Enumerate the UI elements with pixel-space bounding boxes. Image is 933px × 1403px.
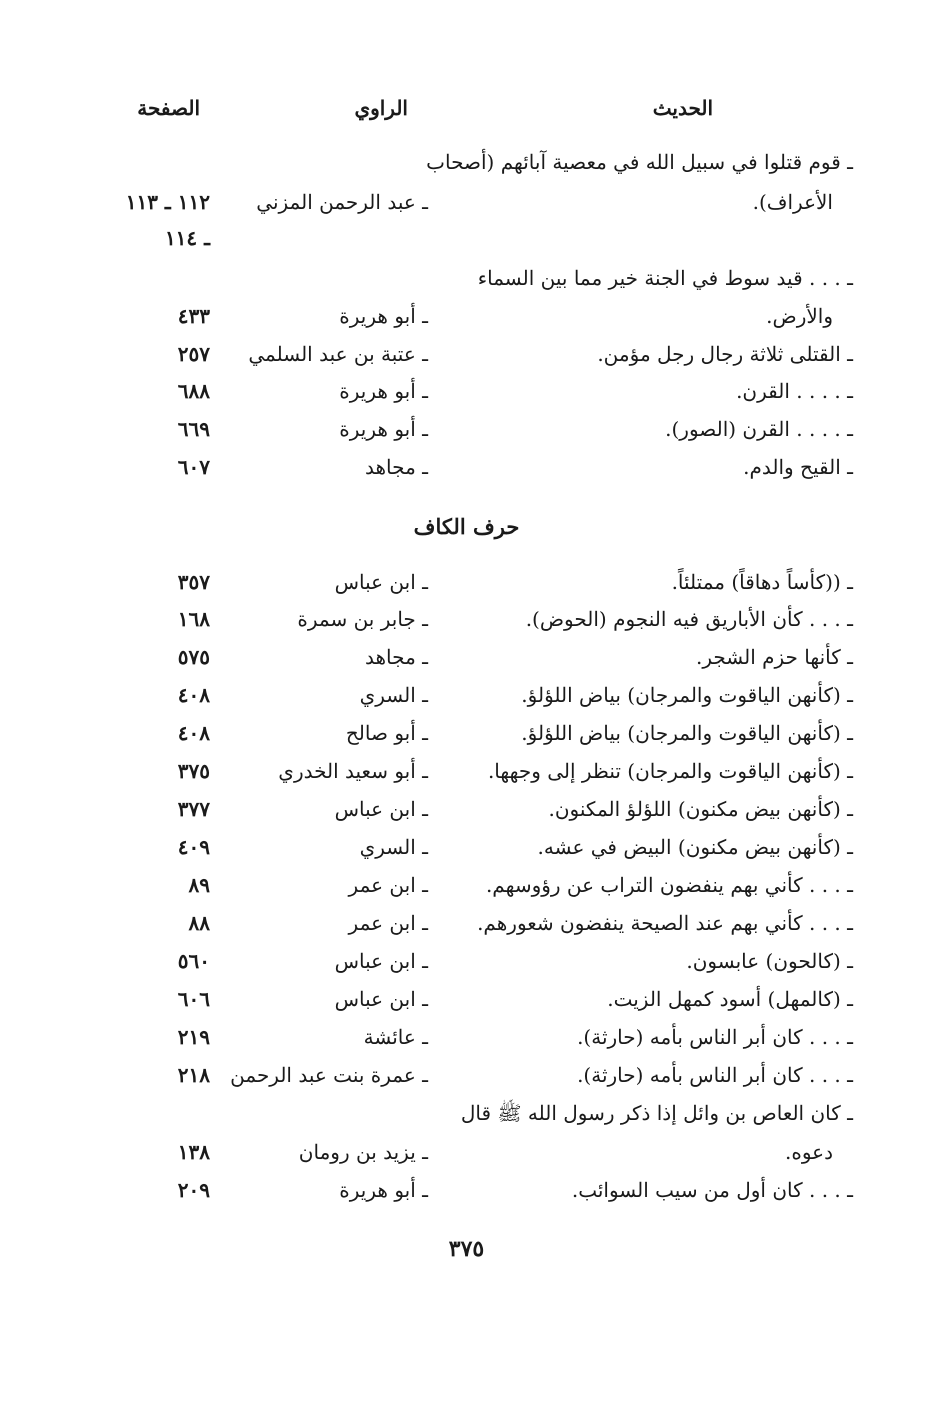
table-row <box>0 266 933 302</box>
rawi-name: ـ ابن عمر <box>348 911 428 935</box>
hadith-text: ـ . . . كان أبر الناس بأمه (حارثة). <box>577 1063 853 1087</box>
page-ref: ـ ١١٤ <box>164 226 210 250</box>
table-row <box>0 1025 933 1061</box>
hadith-text: ـ . . . كأني بهم ينفضون التراب عن رؤوسهم. <box>485 873 853 897</box>
hadith-text: ـ (كأنهن بيض مكنون) اللؤلؤ المكنون. <box>548 797 853 821</box>
column-header-rawi: الراوي <box>354 96 408 120</box>
page-ref: ١٣٨ <box>177 1140 210 1164</box>
hadith-text: ـ (كأنهن الياقوت والمرجان) تنظر إلى وجهها. <box>487 759 853 783</box>
rawi-name: ـ عائشة <box>363 1025 428 1049</box>
rawi-name: ـ مجاهد <box>365 645 428 669</box>
rawi-name: ـ أبو هريرة <box>339 1178 428 1202</box>
table-row <box>0 873 933 909</box>
hadith-text: ـ . . . قيد سوط في الجنة خير مما بين السماء <box>477 266 853 290</box>
table-row <box>0 190 933 226</box>
page-ref: ١٦٨ <box>177 607 210 631</box>
page-ref: ٦٦٩ <box>177 417 210 441</box>
table-row <box>0 721 933 757</box>
rawi-name: ـ السري <box>359 683 428 707</box>
table-row <box>0 417 933 453</box>
table-row <box>0 570 933 606</box>
rawi-name: ـ ابن عباس <box>334 797 428 821</box>
table-row <box>0 1063 933 1099</box>
page-ref: ٢٥٧ <box>177 342 210 366</box>
page-ref: ٤٣٣ <box>177 304 210 328</box>
table-row <box>0 949 933 985</box>
table-row <box>0 645 933 681</box>
page-ref: ٨٨ <box>188 911 210 935</box>
hadith-text: ـ كان العاص بن وائل إذا ذكر رسول الله ﷺ قال <box>460 1101 853 1125</box>
hadith-text: ـ القيح والدم. <box>743 455 853 479</box>
table-row <box>0 911 933 947</box>
hadith-text: ـ . . . . القرن (الصور). <box>665 417 853 441</box>
rawi-name: ـ أبو هريرة <box>339 417 428 441</box>
page-ref: ٢٠٩ <box>177 1178 210 1202</box>
table-row <box>0 1140 933 1176</box>
page-ref: ٤٠٩ <box>177 835 210 859</box>
hadith-text: والأرض. <box>766 304 833 328</box>
table-row <box>0 797 933 833</box>
hadith-text: ـ . . . كأني بهم عند الصيحة ينفضون شعورهم. <box>477 911 853 935</box>
hadith-text: ـ (كالمهل) أسود كمهل الزيت. <box>607 987 853 1011</box>
hadith-text: ـ كأنها حزم الشجر. <box>695 645 853 669</box>
table-row <box>0 1101 933 1137</box>
table-header <box>0 96 933 128</box>
table-row <box>0 226 933 262</box>
page-ref: ٦٨٨ <box>177 379 210 403</box>
column-header-page: الصفحة <box>137 96 200 120</box>
rawi-name: ـ السري <box>359 835 428 859</box>
table-row <box>0 683 933 719</box>
rawi-name: ـ ابن عمر <box>348 873 428 897</box>
page-ref: ٤٠٨ <box>177 683 210 707</box>
page-ref: ١١٢ ـ ١١٣ <box>125 190 210 214</box>
rawi-name: ـ مجاهد <box>365 455 428 479</box>
rawi-name: ـ ابن عباس <box>334 570 428 594</box>
rawi-name: ـ عبد الرحمن المزني <box>256 190 428 214</box>
table-row <box>0 835 933 871</box>
rawi-name: ـ عمرة بنت عبد الرحمن <box>230 1063 428 1087</box>
table-row <box>0 150 933 186</box>
hadith-text: ـ (كالحون) عابسون. <box>686 949 853 973</box>
table-row <box>0 1178 933 1214</box>
table-row <box>0 455 933 491</box>
section-title: حرف الكاف <box>413 514 520 539</box>
hadith-text: ـ . . . كأن الأباريق فيه النجوم (الحوض). <box>525 607 853 631</box>
hadith-text: ـ . . . . القرن. <box>736 379 853 403</box>
page-ref: ٦٠٦ <box>177 987 210 1011</box>
rawi-name: ـ ابن عباس <box>334 949 428 973</box>
table-row <box>0 607 933 643</box>
page-ref: ٤٠٨ <box>177 721 210 745</box>
rawi-name: ـ أبو هريرة <box>339 379 428 403</box>
hadith-text: الأعراف). <box>752 190 833 214</box>
table-row <box>0 304 933 340</box>
page-ref: ٨٩ <box>188 873 210 897</box>
page-number: ٣٧٥ <box>448 1236 485 1262</box>
hadith-text: دعوه. <box>784 1140 833 1164</box>
page-ref: ٥٧٥ <box>177 645 210 669</box>
rawi-name: ـ يزيد بن رومان <box>298 1140 428 1164</box>
page-ref: ٣٥٧ <box>177 570 210 594</box>
rawi-name: ـ عتبة بن عبد السلمي <box>248 342 428 366</box>
table-row <box>0 342 933 378</box>
hadith-text: ـ القتلى ثلاثة رجال رجل مؤمن. <box>597 342 853 366</box>
hadith-text: ـ (كأنهن الياقوت والمرجان) بياض اللؤلؤ. <box>521 683 853 707</box>
rawi-name: ـ أبو سعيد الخدري <box>278 759 428 783</box>
page-ref: ٢١٨ <box>177 1063 210 1087</box>
hadith-text: ـ . . . كان أول من سيب السوائب. <box>571 1178 853 1202</box>
page-ref: ٣٧٥ <box>177 759 210 783</box>
table-row <box>0 987 933 1023</box>
page-ref: ٢١٩ <box>177 1025 210 1049</box>
page-ref: ٣٧٧ <box>177 797 210 821</box>
table-row <box>0 379 933 415</box>
column-header-hadith: الحديث <box>652 96 713 120</box>
rawi-name: ـ ابن عباس <box>334 987 428 1011</box>
hadith-text: ـ (كأنهن بيض مكنون) البيض في عشه. <box>537 835 853 859</box>
rawi-name: ـ أبو صالح <box>345 721 428 745</box>
page-ref: ٦٠٧ <box>177 455 210 479</box>
hadith-text: ـ (كأنهن الياقوت والمرجان) بياض اللؤلؤ. <box>521 721 853 745</box>
page-ref: ٥٦٠ <box>177 949 210 973</box>
hadith-text: ـ قوم قتلوا في سبيل الله في معصية آبائهم (أصحاب <box>426 150 853 174</box>
hadith-text: ـ . . . كان أبر الناس بأمه (حارثة). <box>577 1025 853 1049</box>
rawi-name: ـ جابر بن سمرة <box>297 607 428 631</box>
table-row <box>0 759 933 795</box>
hadith-text: ـ ((كأساً دهاقاً) ممتلئاً. <box>671 570 853 594</box>
rawi-name: ـ أبو هريرة <box>339 304 428 328</box>
